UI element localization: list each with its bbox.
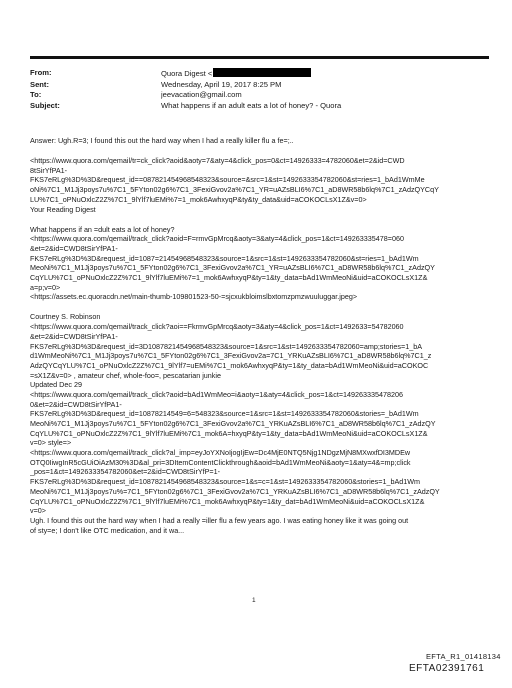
- redaction-box: [213, 68, 311, 77]
- from-address: Quora Digest <: [161, 69, 213, 78]
- body-line: 0&et=2&id=CWD8tSirYfPA1-: [30, 399, 122, 409]
- body-line: Ugh. I found this out the hard way when I had a really =iller flu a few years ago. I was eating honey like it was going out: [30, 515, 409, 525]
- body-line: MeoNi%7C1_M1Jj3poys7u%7C1_5FYton02g6%7C1_3FexiGvov2a%7C1_YRKuAZsBLI6%7C1_aD8WR58b6lq%7C1_zAdzQY: [30, 419, 436, 429]
- body-line: 8tSirYfPA1-: [30, 165, 68, 175]
- body-line: CqYLU%7C1_oPNuOxlcZ2Z%7C1_9lYlf7luEMi%7C1_mok6AwhxyqP&ty=1&ty_dat=bAd1WmMeoNi&uid=aCOKOCLsX1Z&: [30, 496, 425, 506]
- body-line: AdzQYCqYLU%7C1_oPNuOxlcZ2Z%7C1_9lYlf7=uEMi%7C1_mok6AwhxyqP&ty=1&ty_data=bAd1WmMeoNi&uid=aCOKOC: [30, 360, 429, 370]
- body-line: &et=2&id=CWD8tSirYfPA1-: [30, 243, 118, 253]
- sent-row: [30, 80, 500, 91]
- from-row: [30, 68, 500, 80]
- body-line: FKS7eRLg%3D%3D&request_id=1087=21454968548323&source=1&src=1&st=1492633354782060&st=ries=1_bAd1Wm: [30, 253, 419, 263]
- body-line: <https://assets.ec.quoracdn.net/main-thumb-109801523-50-=sjcxukbloimslbxtomzpmzwuuluggar.jpeg>: [30, 292, 358, 302]
- body-line: oNi%7C1_M1Jj3poys7u%7C1_5FYton02g6%7C1_3FexiGvov2a%7C1_YR=uAZsBLI6%7C1_aD8WR58b6lq%7C1_zAdzQYCqY: [30, 185, 439, 195]
- body-line: &et=2&id=CWD8tSirYfPA1-: [30, 331, 118, 341]
- email-header: [30, 68, 500, 111]
- body-line: _pos=1&ct=1492633354782060&et=2&id=CWD8tSirYfP=1-: [30, 467, 221, 477]
- body-line: Updated Dec 29: [30, 380, 82, 390]
- paragraph-gap: [30, 214, 500, 224]
- body-line: a=p;v=0>: [30, 282, 61, 292]
- subject-label: Subject:: [30, 100, 60, 110]
- page-number: 1: [252, 597, 256, 604]
- bates-stamp-2: EFTA02391761: [409, 663, 485, 674]
- body-line: v=0> style=>: [30, 438, 72, 448]
- bates-stamp-1: EFTA_R1_01418134: [426, 652, 501, 661]
- body-line: Courtney S. Robinson: [30, 312, 101, 322]
- sent-value: Wednesday, April 19, 2017 8:25 PM: [161, 79, 282, 89]
- body-line: Your Reading Digest: [30, 204, 96, 214]
- body-line: CqYLU%7C1_oPNuOxlcZ2Z%7C1_9lYlf7luEMi%7C1_mok6A=hxyqP&ty=1&ty_data=bAd1WmMeoNi&uid=aCOKOCLsX1Z&: [30, 428, 428, 438]
- body-line: v=0>: [30, 506, 46, 516]
- body-line: <https://www.quora.com/qemail/track_click?aoid=bAd1WmMeo=i&aoty=1&aty=4&click_pos=1&ct=149263335478206: [30, 389, 403, 399]
- paragraph-gap: [30, 146, 500, 156]
- body-line: LU%7C1_oPNuOxlcZ2Z%7C1_9lYlf7luEMi%7=1_mok6AwhxyqP&ty&ty_data&uid=aCOKOCLsX1Z&v=0>: [30, 194, 367, 204]
- subject-row: [30, 101, 500, 112]
- to-row: [30, 90, 500, 101]
- from-value: [161, 68, 500, 80]
- body-line: =sX1Z&v=0> , amateur chef, whole-foo=, pescatarian junkie: [30, 370, 221, 380]
- body-line: What happens if an =dult eats a lot of honey?: [30, 224, 175, 234]
- paragraph-gap: [30, 302, 500, 312]
- to-label: To:: [30, 90, 42, 100]
- body-line: <https://www.quora.com/qemail/track_click?aoi==FkrmvGpMrcq&aoty=3&aty=4&click_pos=1&ct=1492633=54782060: [30, 322, 404, 332]
- body-line: <https://www.quora.com/qemail/tr=ck_click?aoid&aoty=7&aty=4&click_pos=0&ct=14926333=4782060&et=2&id=CWD: [30, 156, 405, 166]
- sent-label: Sent:: [30, 79, 49, 89]
- body-line: FKS7eRLg%3D%3D&request_id=3D1087821454968548323&source=1&src=1&st=1492633354782060=amp;stories=1_bA: [30, 341, 423, 351]
- body-line: d1WmMeoNi%7C1_M1Jj3poys7u%7C1_5FYton02g6%7C1_3FexiGvov2a=7C1_YRKuAZsBLI6%7C1_aD8WR58b6lq%7C1_z: [30, 351, 432, 361]
- body-line: FKS7eRLg%3D%3D&request_id=10878214549=6=548323&source=1&src=1&st=1492633354782060&stories=_bAd1Wm: [30, 409, 419, 419]
- body-line: FKS7eRLg%3D%3D&request_id==087821454968548323&source=&src=1&st=1492633354782060&st=ries=1_bAd1WmMe: [30, 175, 425, 185]
- body-line: MeoNi%7C1_M1Jj3poys7u%7C1_5FYton02g6%7C1_3FexiGvov2a%7C1_YR=uAZsBLI6%7C1_aD8WR58b6lq%7C1_zAdzQY: [30, 263, 435, 273]
- to-value: jeevacation@gmail.com: [161, 90, 242, 100]
- subject-value: What happens if an adult eats a lot of honey? - Quora: [161, 100, 342, 110]
- body-line: FKS7eRLg%3D%3D&request_id=1087821454968548323&source=1&s=c=1&st=1492633354782060&stories=1_bAd1Wm: [30, 477, 421, 487]
- email-body: [30, 136, 500, 535]
- from-label: From:: [30, 68, 52, 77]
- body-line: <https://www.quora.com/qemail/track_click?al_imp=eyJoYXNoIjogIjEw=Dc4MjE0NTQ5Njg1NDgzMjN8MXwxfDI3MDEw: [30, 448, 411, 458]
- body-line: <https://www.quora.com/qemail/track_click?aoid=F=rmvGpMrcq&aoty=3&aty=4&click_pos=1&ct=149263335478=060: [30, 234, 404, 244]
- body-line: Answer: Ugh.R=3; I found this out the hard way when I had a really killer flu a fe=;..: [30, 136, 294, 145]
- body-line: of sty=e; I don't like OTC medication, and it wa...: [30, 525, 185, 535]
- body-line: CqYLU%7C1_oPNuOxlcZ2Z%7C1_9lYlf7luEMi%7=1_mok6AwhxyqP&ty=1&ty_data=bAd1WmMeoNi&uid=aCOKOCLsX1Z&: [30, 273, 428, 283]
- header-rule: [30, 56, 489, 59]
- body-line: MeoNi%7C1_M1Jj3poys7u%=7C1_5FYton02g6%7C1_3FexiGvov2a%7C1_YRKuAZsBLI6%7C1_aD8WR58b6lq%7C1_zAdzQY: [30, 486, 440, 496]
- body-line: OTQ0IiwgInR5cGUiOiAzM30%3D&al_pri=3DItemContentClickthrough&aoid=bAd1WmMeoNi&aoty=1&aty=4&=mp;click: [30, 457, 411, 467]
